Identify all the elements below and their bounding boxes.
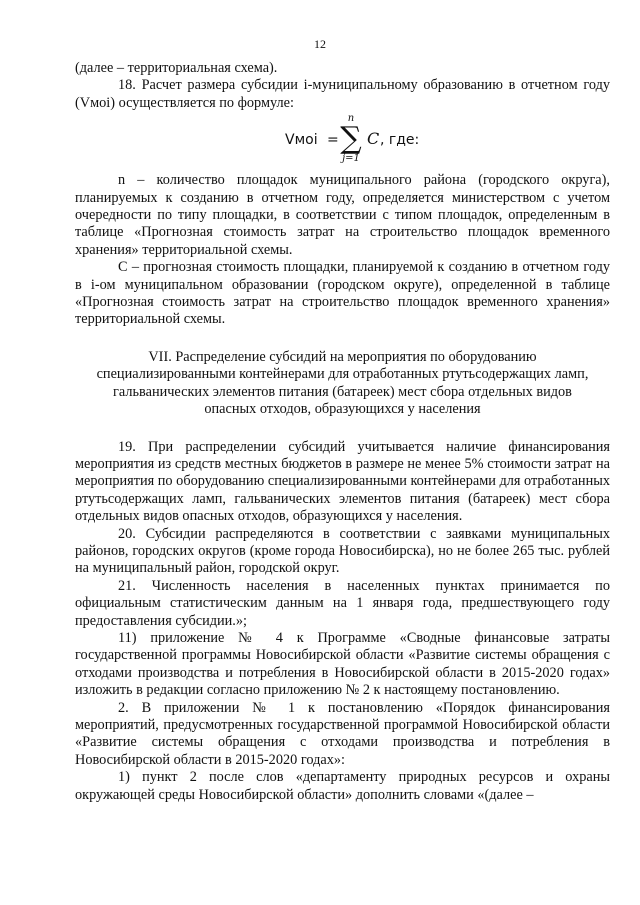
section-heading	[75, 349, 610, 419]
summation-lower-limit: j=1	[342, 153, 360, 165]
paragraph-item-11: 11) приложение № 4 к Программе «Сводные финансовые затраты государственной программы Новосибирской области «Развитие системы обращения с отходами производства и потребления в Новосибирской области в 2015-2020 годах» изложить в редакции согласно приложению № 2 к настоящему постановлению.	[75, 629, 610, 699]
summation-upper-limit: n	[347, 113, 355, 125]
paragraph: (далее – территориальная схема).	[75, 60, 278, 76]
document-body	[75, 60, 610, 804]
paragraph-18: 18. Расчет размера субсидии i-муниципальному образованию в отчетном году (Vмоi) осуществляется по формуле:	[75, 77, 610, 111]
section-heading-line: гальванических элементов питания (батареек) мест сбора отдельных видов	[113, 383, 572, 400]
definition-c: C – прогнозная стоимость площадки, планируемой к созданию в отчетном году в i-ом муниципальном образовании (городском округе), определенной в таблице «Прогнозная стоимость затрат на строительство площадок временного хранения» территориальной схемы.	[75, 259, 610, 328]
paragraph-21: 21. Численность населения в населенных пунктах принимается по официальным статистическим данным на 1 января года, предшествующего году предоставления субсидии.»;	[75, 577, 610, 629]
formula-suffix: , где:	[380, 132, 420, 149]
paragraph-2: 2. В приложении № 1 к постановлению «Порядок финансирования мероприятий, предусмотренных государственной программой Новосибирской области «Развитие системы обращения с отходами производства и потребления в Новосибирской области в 2015-2020 годах»:	[75, 699, 610, 768]
formula-variable: C	[367, 129, 380, 149]
formula-equals: =	[327, 132, 339, 149]
definition-n: n – количество площадок муниципального района (городского округа), планируемых к созданию в отчетном году, определяется министерством с учетом очередности по типу площадки, в соответствии с типом площадок, определенным в таблице «Прогнозная стоимость затрат на строительство площадок временного хранения» территориальной схемы.	[75, 172, 610, 258]
section-heading-line: VII. Распределение субсидий на мероприятия по оборудованию	[148, 348, 537, 365]
paragraph-19: 19. При распределении субсидий учитывается наличие финансирования мероприятия из средств местных бюджетов в размере не менее 5% стоимости затрат на мероприятия по оборудованию специализированными контейнерами для отработанных ртутьсодержащих ламп, гальванических элементов питания (батареек) мест сбора отдельных видов опасных отходов, образующихся у населения.	[75, 438, 610, 525]
section-heading-line: опасных отходов, образующихся у населения	[204, 401, 481, 418]
paragraph-20: 20. Субсидии распределяются в соответствии с заявками муниципальных районов, городских округов (кроме города Новосибирска), но не более 265 тыс. рублей на муниципальный район, городской округ.	[75, 525, 610, 577]
formula-lhs: Vмоi	[285, 132, 318, 149]
subsidy-formula	[75, 113, 610, 168]
section-heading-line: специализированными контейнерами для отработанных ртутьсодержащих ламп,	[96, 366, 589, 383]
summation-sign: ∑	[340, 121, 362, 157]
paragraph-item-1: 1) пункт 2 после слов «департаменту природных ресурсов и охраны окружающей среды Новосибирской области» дополнить словами «(далее –	[75, 769, 610, 803]
page-number: 12	[314, 37, 326, 51]
summation	[338, 114, 364, 164]
